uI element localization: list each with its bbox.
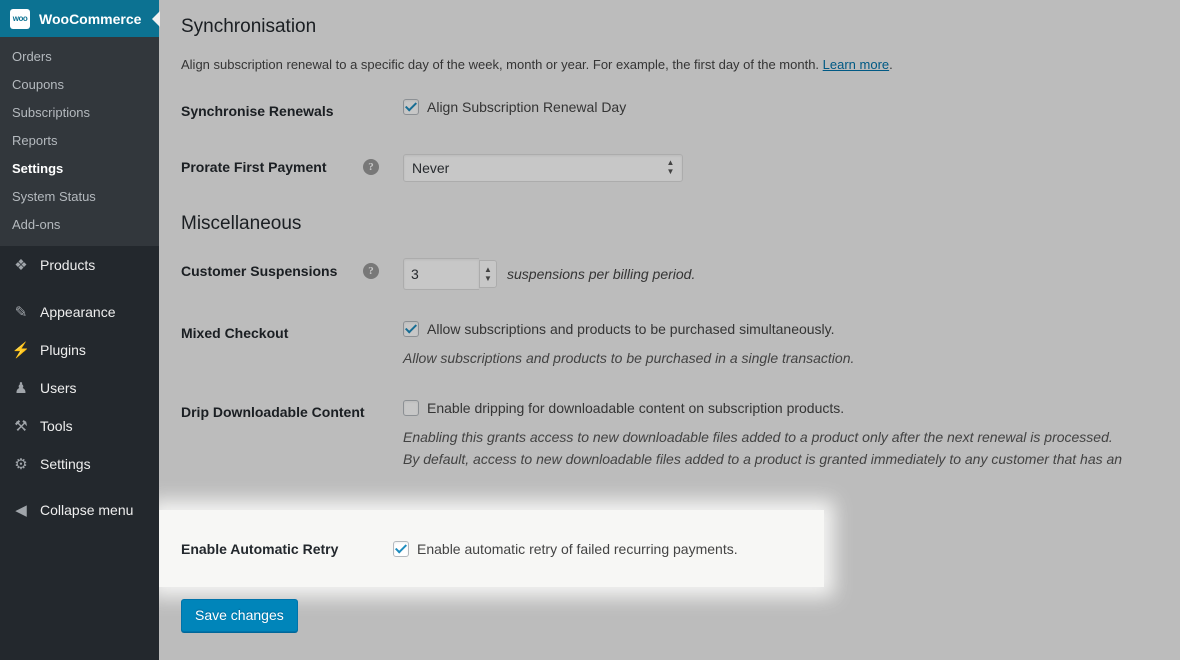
sidebar-item-orders[interactable]: Orders [12,49,52,64]
wrench-icon: ⚒ [14,417,28,435]
save-changes-button[interactable]: Save changes [181,599,298,632]
sidebar-item-system-status[interactable]: System Status [12,189,96,204]
field-mixed-checkout [403,305,1160,384]
sidebar-divider [0,284,159,293]
sidebar-item-settings-wp-label: Settings [40,456,91,472]
customer-suspensions-input[interactable] [403,258,479,290]
plug-icon: ⚡ [11,341,31,359]
section-description-synchronisation [181,55,1160,75]
sidebar-item-woocommerce[interactable] [0,0,159,37]
sidebar-item-add-ons[interactable]: Add-ons [12,217,61,232]
label-drip-downloadable-content [181,384,403,485]
field-customer-suspensions [403,243,1160,305]
sidebar-item-subscriptions[interactable]: Subscriptions [12,105,91,120]
sidebar-item-users[interactable] [0,369,159,407]
user-icon: ♟ [14,379,28,397]
sidebar-item-settings[interactable]: Settings [12,161,64,176]
sidebar-item-products[interactable] [0,246,159,284]
enable-automatic-retry-checkbox[interactable] [393,541,409,557]
table-row-prorate-first-payment [181,139,1160,197]
sidebar-item-tools[interactable] [0,407,159,445]
label-enable-automatic-retry: Enable Automatic Retry [181,540,339,557]
sidebar-item-coupons[interactable]: Coupons [12,77,65,92]
label-prorate-first-payment [181,139,403,197]
sidebar-item-settings-wp[interactable] [0,445,159,483]
label-mixed-checkout-text: Mixed Checkout [181,324,289,341]
sidebar-item-appearance-label: Appearance [40,304,116,320]
section-description-text: Align subscription renewal to a specific day of the week, month or year. For example, the first day of the month. [181,57,823,72]
align-renewal-day-checkbox[interactable] [403,99,419,115]
section-description-period: . [889,57,893,72]
sidebar-item-reports[interactable]: Reports [12,133,58,148]
table-row-synchronise-renewals [181,83,1160,139]
label-prorate-first-payment-text: Prorate First Payment [181,158,327,175]
table-row-customer-suspensions [181,243,1160,305]
collapse-menu-button[interactable] [0,491,159,529]
drip-description-line-1: Enabling this grants access to new downloadable files added to a product only after the next renewal is processed. [403,428,1113,445]
submit-row [181,599,298,632]
highlighted-setting-automatic-retry [159,510,824,587]
section-title-miscellaneous: Miscellaneous [181,212,302,234]
field-prorate-first-payment [403,139,1160,197]
box-icon: ❖ [14,256,28,274]
woocommerce-title: WooCommerce [39,10,142,27]
section-title-synchronisation: Synchronisation [181,16,317,37]
woocommerce-logo-icon [10,9,30,29]
chevron-left-circle-icon: ◀ [15,501,27,519]
learn-more-link[interactable]: Learn more [822,57,890,72]
collapse-menu-label: Collapse menu [40,502,134,518]
table-row-drip-downloadable-content [181,384,1160,485]
sidebar-item-tools-label: Tools [40,418,73,434]
label-customer-suspensions [181,243,403,305]
drip-downloadable-checkbox[interactable] [403,400,419,416]
mixed-checkout-description: Allow subscriptions and products to be purchased in a single transaction. [403,349,855,366]
woocommerce-submenu [0,37,159,246]
paintbrush-icon: ✎ [14,303,28,321]
woocommerce-logo-text: woo [12,14,28,23]
admin-sidebar [0,0,159,660]
label-synchronise-renewals-text: Synchronise Renewals [181,102,334,119]
label-synchronise-renewals [181,83,403,139]
enable-automatic-retry-checkbox-label: Enable automatic retry of failed recurring payments. [417,540,738,557]
miscellaneous-settings-table [181,243,1160,485]
sliders-icon: ⚙ [14,455,28,473]
label-drip-downloadable-content-text: Drip Downloadable Content [181,403,365,420]
help-icon-prorate[interactable]: ? [363,159,379,175]
sidebar-item-plugins[interactable] [0,331,159,369]
prorate-first-payment-select[interactable] [403,154,683,182]
align-renewal-day-label: Align Subscription Renewal Day [427,98,627,115]
field-synchronise-renewals [403,83,1160,139]
field-drip-downloadable-content [403,384,1160,485]
sidebar-item-products-label: Products [40,257,96,273]
number-stepper-icon[interactable]: ▲ ▼ [479,260,497,288]
customer-suspensions-unit: suspensions per billing period. [507,265,696,282]
chevron-updown-icon: ▲ ▼ [666,157,675,176]
table-row-mixed-checkout [181,305,1160,384]
sidebar-item-plugins-label: Plugins [40,342,86,358]
drip-downloadable-checkbox-label: Enable dripping for downloadable content on subscription products. [427,399,845,416]
label-mixed-checkout [181,305,403,384]
sidebar-item-users-label: Users [40,380,77,396]
help-icon-suspensions[interactable]: ? [363,263,379,279]
mixed-checkout-checkbox-label: Allow subscriptions and products to be purchased simultaneously. [427,320,835,337]
drip-description-line-2: By default, access to new downloadable files added to a product is granted immediately to any customer that has an [403,450,1123,467]
field-enable-automatic-retry [393,540,738,558]
synchronisation-settings-table [181,83,1160,197]
sidebar-item-appearance[interactable] [0,293,159,331]
mixed-checkout-checkbox[interactable] [403,321,419,337]
label-customer-suspensions-text: Customer Suspensions [181,262,338,279]
